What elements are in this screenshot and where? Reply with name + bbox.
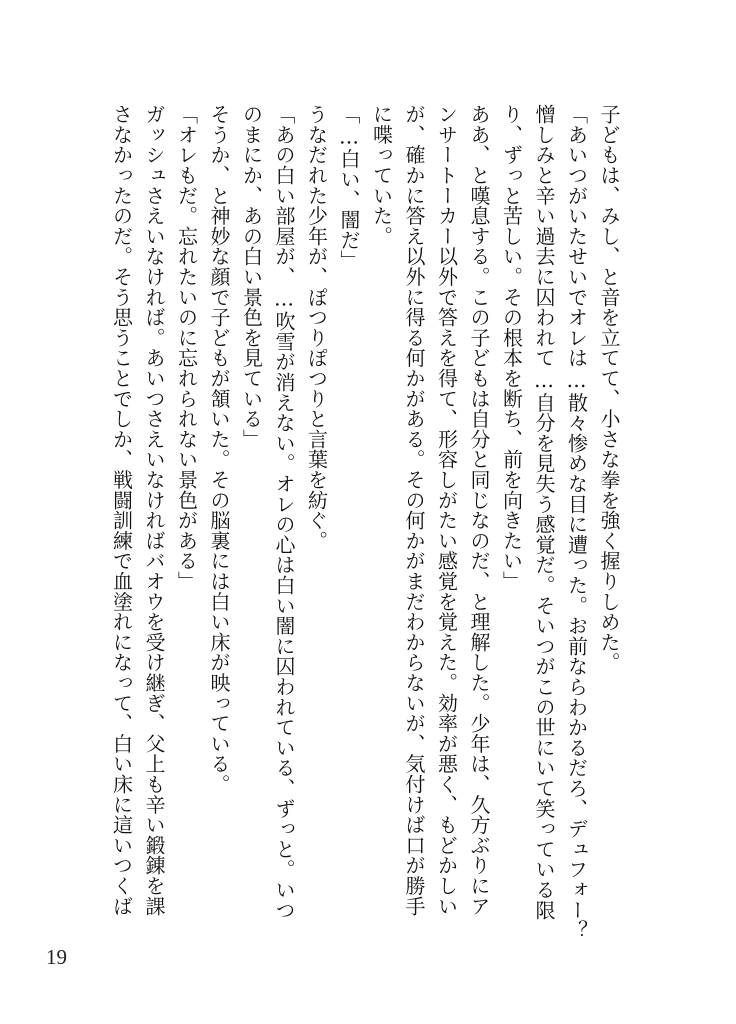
text-column-4: り、ずっと苦しい。その根本を断ち、前を向きたい」 [499, 104, 524, 592]
text-column-16: さなかったのだ。そう思うことでしか、戦闘訓練で血塗れになって、白い床に這いつくば [109, 104, 134, 916]
text-column-15: ガッシュさえいなければ。あいつさえいなければバオウを受け継ぎ、父上も辛い鍛錬を課 [142, 104, 166, 916]
vertical-text-block [104, 104, 624, 941]
text-column-9: 「…白い、闇だ」 [337, 104, 361, 271]
text-column-5: ああ、と嘆息する。この子どもは自分と同じなのだ、と理解した。少年は、久方ぶりにア [467, 104, 491, 916]
text-column-1: 子どもは、みし、と音を立てて、小さな拳を強く握りしめた。 [597, 104, 621, 673]
text-column-10: うなだれた少年が、ぽつりぽつりと言葉を紡ぐ。 [304, 104, 329, 551]
text-column-11: 「あの白い部屋が、…吹雪が消えない。オレの心は白い闇に囚われている、ずっと。いつ [272, 104, 296, 920]
text-column-13: そうか、と神妙な顔で子どもが頷いた。その脳裏には白い床が映っている。 [207, 104, 231, 795]
text-column-8: に喋っていた。 [369, 104, 394, 247]
text-column-3: 憎しみと辛い過去に囚われて…自分を見失う感覚だ。そいつがこの世にいて笑っている限 [532, 104, 556, 920]
page-number: 19 [46, 945, 67, 969]
text-column-12: のまにか、あの白い景色を見ている」 [239, 104, 264, 450]
text-column-7: が、確かに答え以外に得る何かがある。その何かがまだわからないが、気付けば口が勝手 [402, 104, 426, 916]
text-column-14: 「オレもだ。忘れたいのに忘れられない景色がある」 [174, 104, 199, 592]
text-column-6: ンサートーカー以外で答えを得て、形容しがたい感覚を覚えた。効率が悪く、もどかしい [434, 104, 459, 916]
text-column-2: 「あいつがいたせいでオレは…散々惨めな目に遭った。お前ならわかるだろ、デュフォー？ [564, 104, 589, 941]
